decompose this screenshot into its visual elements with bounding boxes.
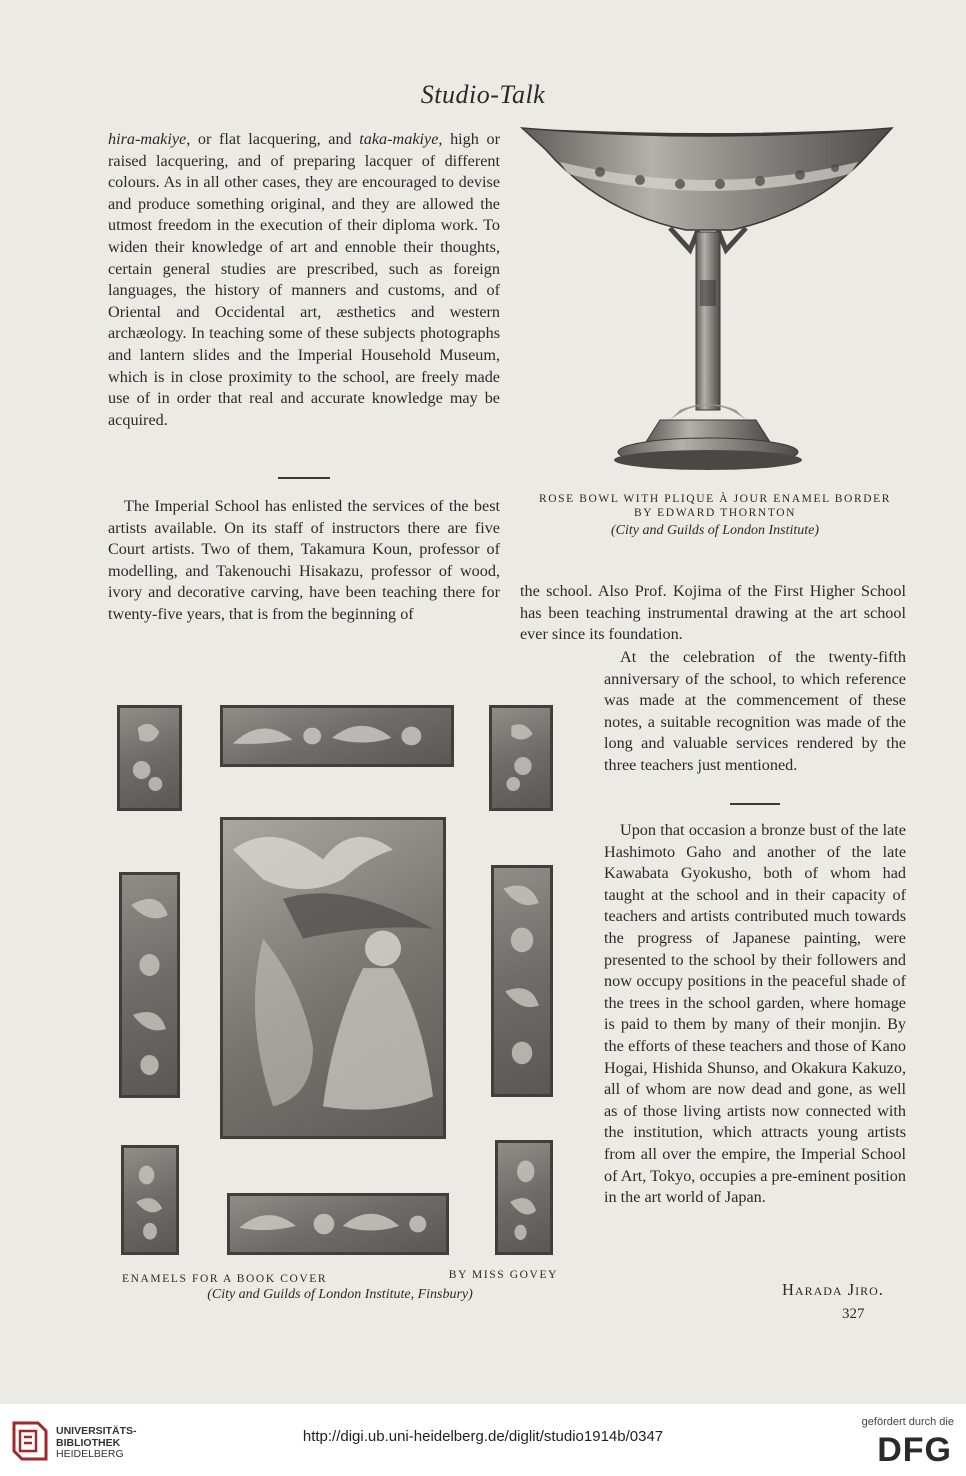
sponsor-label: gefördert durch die bbox=[861, 1416, 954, 1428]
enamel-tile-top-right bbox=[489, 705, 553, 811]
enamel-tile-top-left bbox=[117, 705, 182, 811]
dfg-logo: DFG bbox=[877, 1431, 952, 1469]
left-paragraph-2: The Imperial School has enlisted the services of the best artists available. On its staff of instructors there are five Court artists. Two of them, Takamura Koun, professor of modelling, and Takenouchi Hisakazu, professor of wood, ivory and decorative carving, have been teaching there for twenty-five years, that is from the beginning of bbox=[108, 497, 500, 623]
section-divider-2 bbox=[730, 803, 780, 805]
right-paragraph-continued: the school. Also Prof. Kojima of the First Higher School has been teaching instrumental drawing at the art school ever since its foundation. bbox=[520, 582, 906, 644]
enamels-caption-artist: BY MISS GOVEY bbox=[448, 1269, 558, 1281]
para1-mid: or flat lacquering, and bbox=[190, 130, 360, 148]
enamel-tile-bottom-left bbox=[121, 1145, 179, 1255]
rose-bowl-photo bbox=[520, 120, 896, 475]
term-taka-makiye: taka-makiye, bbox=[359, 130, 443, 148]
page-number: 327 bbox=[842, 1306, 865, 1322]
viewer-footer bbox=[0, 1404, 966, 1476]
enamel-center-panel bbox=[220, 817, 446, 1139]
author-signature: Harada Jiro. bbox=[782, 1280, 884, 1299]
left-paragraph-1 bbox=[108, 129, 500, 431]
right-paragraph-4: Upon that occasion a bronze bust of the late Hashimoto Gaho and another of the late Kawabata Gyokusho, both of whom had taught at the school and in their capacity of teachers and artists contributed much towards the progress of Japanese painting, were presented to the school by their followers and now occupy positions in the peaceful shade of the trees in the school garden, where homage is paid to them by many of their monjin. By the efforts of these teachers and those of Kano Hogai, Hishida Shunso, and Okakura Kakuzo, all of whom are now dead and gone, as well as of those living artists now connected with the institution, which attracts young artists from all over the empire, the Imperial School of Art, Tokyo, occupies a pre-eminent position in the art world of Japan. bbox=[604, 821, 906, 1207]
enamel-tile-bottom-border bbox=[227, 1193, 449, 1255]
bowl-caption-line-1: ROSE BOWL WITH PLIQUE À JOUR ENAMEL BORDER bbox=[538, 493, 892, 505]
enamel-tile-left-strip bbox=[119, 872, 180, 1098]
enamel-tile-right-strip bbox=[491, 865, 553, 1097]
bowl-caption-credit: (City and Guilds of London Institute) bbox=[610, 523, 820, 538]
section-divider bbox=[278, 477, 330, 479]
enamel-tile-bottom-right bbox=[495, 1140, 553, 1255]
library-line-1: UNIVERSITÄTS- bbox=[56, 1425, 137, 1437]
enamels-figure bbox=[115, 700, 565, 1260]
para1-rest: high or raised lacquering, and of preparing lacquer of different colours. As in all other cases, they are encouraged to devise and produce something original, and they are allowed the utmost freedom in the execution of their diploma work. To widen their knowledge of art and ennoble their thoughts, certain general studies are prescribed, such as foreign languages, the history of manners and customs, and of Oriental and Occidental art, æsthetics and western archæology. In teaching some of these subjects photographs and lantern slides and the Imperial Household Museum, which is in close proximity to the school, are freely made use of in order that real and accurate knowledge may be acquired. bbox=[108, 130, 500, 429]
bowl-caption-line-2: BY EDWARD THORNTON bbox=[633, 507, 797, 519]
enamels-caption-title: ENAMELS FOR A BOOK COVER bbox=[122, 1273, 328, 1285]
rose-bowl-illustration bbox=[520, 120, 896, 475]
enamel-tile-top-border bbox=[220, 705, 454, 767]
running-head: Studio-Talk bbox=[420, 80, 546, 109]
term-hira-makiye: hira-makiye, bbox=[108, 130, 191, 148]
right-paragraph-3: At the celebration of the twenty-fifth anniversary of the school, to which reference was made at the commencement of these notes, a suitable recognition was made of the long and valuable services rendered by the three teachers just mentioned. bbox=[604, 648, 906, 774]
enamels-caption-credit: (City and Guilds of London Institute, Finsbury) bbox=[207, 1287, 473, 1302]
library-line-2: BIBLIOTHEK bbox=[56, 1436, 121, 1449]
library-line-3: HEIDELBERG bbox=[56, 1448, 124, 1460]
permalink-url[interactable]: http://digi.ub.uni-heidelberg.de/diglit/studio1914b/0347 bbox=[302, 1428, 664, 1445]
